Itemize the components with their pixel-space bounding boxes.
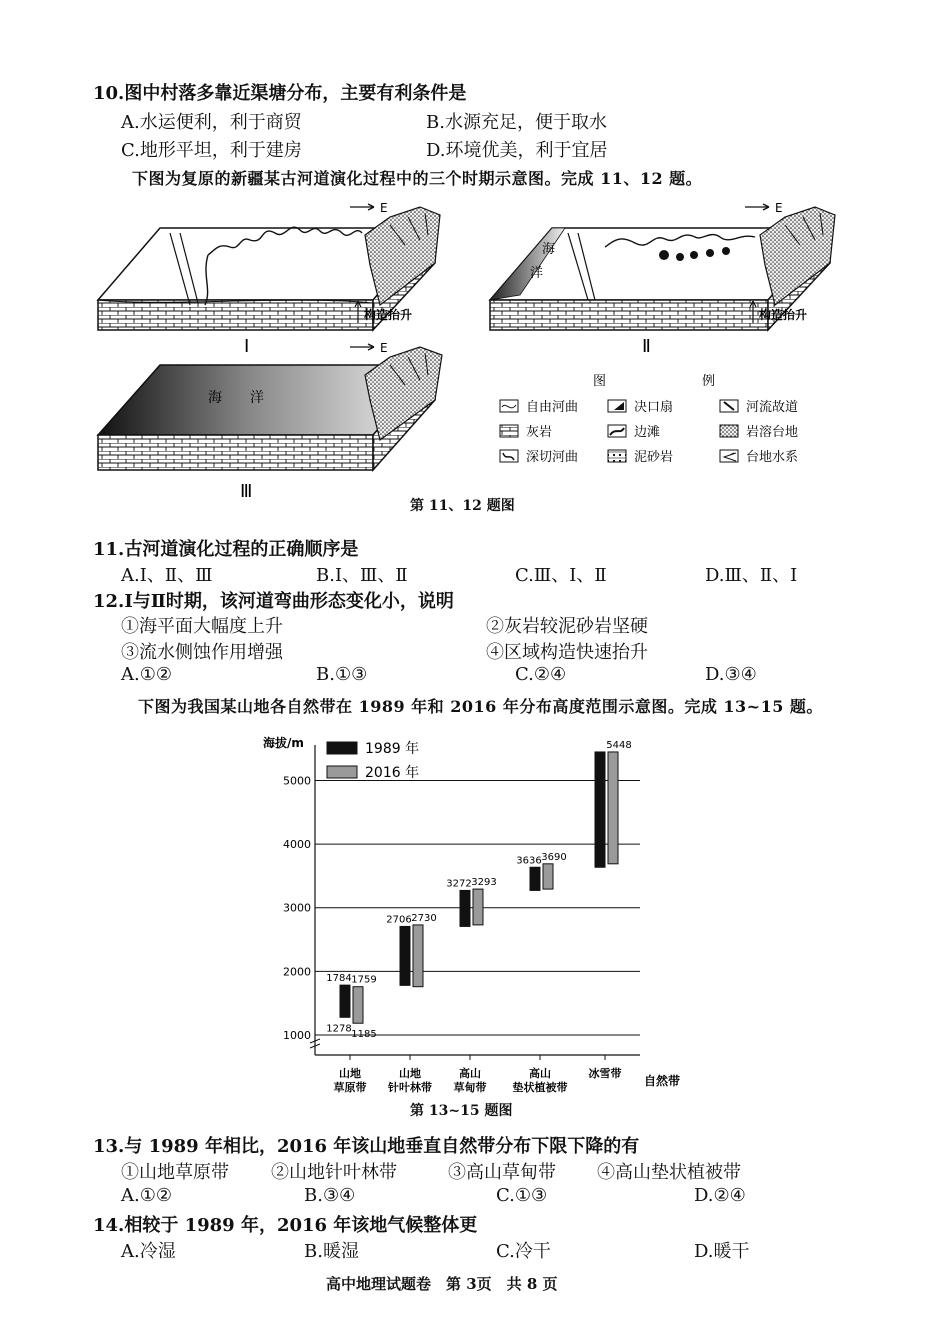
q13-statement-1: ①山地草原带 bbox=[121, 1162, 229, 1183]
panel-label: Ⅲ bbox=[240, 481, 253, 502]
y-axis-label: 海拔/m bbox=[263, 736, 304, 750]
mudstone-icon bbox=[608, 450, 626, 462]
q13-option-d: D.②④ bbox=[694, 1185, 746, 1206]
data-label: 3690 bbox=[541, 851, 567, 863]
chart-caption: 第 13~15 题图 bbox=[410, 1103, 513, 1119]
point-bar-icon bbox=[608, 425, 626, 437]
y-tick-label: 5000 bbox=[283, 774, 311, 788]
east-label: E bbox=[380, 341, 388, 355]
legend-label: 泥砂岩 bbox=[634, 450, 674, 465]
uplift-label: 构造抬升 bbox=[364, 308, 413, 322]
sea-char-2: 洋 bbox=[530, 266, 544, 281]
old-channel-icon bbox=[720, 400, 738, 412]
natural-zone-chart bbox=[255, 730, 695, 1100]
category-label: 冰雪带 bbox=[588, 1067, 622, 1080]
data-label: 1185 bbox=[351, 1029, 377, 1041]
q11-option-c: C.Ⅲ、Ⅰ、Ⅱ bbox=[515, 565, 607, 586]
block-diagram-panel-1 bbox=[98, 201, 440, 357]
category-label: 山地 bbox=[399, 1067, 421, 1080]
q13-option-b: B.③④ bbox=[304, 1185, 356, 1206]
q10-option-d: D.环境优美，利于宜居 bbox=[426, 140, 608, 161]
q13-statement-2: ②山地针叶林带 bbox=[271, 1162, 397, 1183]
q11-stem: 11.古河道演化过程的正确顺序是 bbox=[93, 539, 359, 560]
range-bar bbox=[595, 752, 605, 867]
east-label: E bbox=[380, 201, 388, 215]
limestone-icon bbox=[500, 425, 518, 437]
intro-13-15: 下图为我国某山地各自然带在 1989 年和 2016 年分布高度范围示意图。完成 13~15 题。 bbox=[138, 697, 823, 716]
legend-label: 1989 年 bbox=[365, 741, 420, 757]
range-bar bbox=[473, 889, 483, 925]
q14-option-b: B.暖湿 bbox=[304, 1241, 359, 1262]
range-bar bbox=[543, 864, 553, 889]
q12-option-c: C.②④ bbox=[515, 664, 567, 685]
legend-swatch bbox=[327, 742, 357, 754]
range-bar bbox=[353, 987, 363, 1024]
uplift-label: 构造抬升 bbox=[759, 308, 808, 322]
range-bar bbox=[340, 985, 350, 1017]
q12-stem: 12.Ⅰ与Ⅱ时期，该河道弯曲形态变化小，说明 bbox=[93, 591, 454, 612]
range-bar bbox=[460, 890, 470, 926]
block-diagram-panel-2 bbox=[490, 201, 835, 357]
category-label: 高山 bbox=[459, 1067, 481, 1080]
q13-statement-4: ④高山垫状植被带 bbox=[597, 1162, 741, 1183]
legend-label: 台地水系 bbox=[746, 450, 799, 465]
q12-option-d: D.③④ bbox=[705, 664, 757, 685]
data-label: 5448 bbox=[606, 739, 632, 751]
sea-char-1: 海 bbox=[542, 242, 556, 257]
data-label: 1759 bbox=[351, 974, 377, 986]
river-evolution-figure bbox=[90, 195, 870, 520]
figure1-caption: 第 11、12 题图 bbox=[410, 498, 515, 514]
plateau-drainage-icon bbox=[720, 450, 738, 462]
block-diagram-panel-3 bbox=[98, 341, 442, 502]
category-label: 针叶林带 bbox=[388, 1081, 432, 1094]
range-bar bbox=[530, 867, 540, 890]
data-label: 2730 bbox=[411, 912, 437, 924]
q13-option-c: C.①③ bbox=[496, 1185, 548, 1206]
category-label: 垫状植被带 bbox=[512, 1081, 568, 1094]
legend-title-1: 图 bbox=[593, 374, 607, 389]
legend-swatch bbox=[327, 766, 357, 778]
q12-option-a: A.①② bbox=[121, 664, 172, 685]
free-meander-icon bbox=[500, 400, 518, 412]
data-label: 1278 bbox=[326, 1023, 352, 1035]
data-label: 3272 bbox=[446, 878, 472, 890]
q12-statement-4: ④区域构造快速抬升 bbox=[486, 642, 648, 663]
q14-stem: 14.相较于 1989 年，2016 年该地气候整体更 bbox=[93, 1215, 478, 1236]
legend-label: 决口扇 bbox=[634, 400, 674, 415]
q13-stem: 13.与 1989 年相比，2016 年该山地垂直自然带分布下限下降的有 bbox=[93, 1136, 640, 1157]
q12-statement-2: ②灰岩较泥砂岩坚硬 bbox=[486, 616, 648, 637]
data-label: 3293 bbox=[471, 877, 497, 889]
q12-statement-3: ③流水侧蚀作用增强 bbox=[121, 642, 283, 663]
legend-title-2: 例 bbox=[702, 374, 716, 389]
q10-option-a: A.水运便利，利于商贸 bbox=[121, 112, 302, 133]
intro-11-12: 下图为复原的新疆某古河道演化过程中的三个时期示意图。完成 11、12 题。 bbox=[132, 169, 703, 188]
incised-meander-icon bbox=[500, 450, 518, 462]
legend-label: 河流故道 bbox=[746, 400, 799, 415]
legend-label: 2016 年 bbox=[365, 765, 420, 781]
range-bar bbox=[400, 926, 410, 985]
category-label: 草原带 bbox=[333, 1081, 367, 1094]
q14-option-c: C.冷干 bbox=[496, 1241, 551, 1262]
y-tick-label: 4000 bbox=[283, 838, 311, 852]
q11-option-a: A.Ⅰ、Ⅱ、Ⅲ bbox=[121, 565, 213, 586]
q14-option-a: A.冷湿 bbox=[121, 1241, 176, 1262]
legend-label: 边滩 bbox=[634, 425, 661, 440]
y-tick-label: 2000 bbox=[283, 965, 311, 979]
figure-legend bbox=[500, 374, 798, 465]
range-bar bbox=[608, 752, 618, 864]
data-label: 2706 bbox=[386, 914, 412, 926]
x-axis-label: 自然带 bbox=[644, 1074, 681, 1088]
q13-statement-3: ③高山草甸带 bbox=[448, 1162, 556, 1183]
page-footer: 高中地理试题卷 第 3页 共 8 页 bbox=[326, 1275, 558, 1293]
q10-stem: 10.图中村落多靠近渠塘分布，主要有利条件是 bbox=[93, 83, 467, 104]
legend-label: 自由河曲 bbox=[526, 400, 579, 415]
legend-label: 灰岩 bbox=[526, 425, 553, 440]
karst-plateau-icon bbox=[720, 425, 738, 437]
panel-label: Ⅰ bbox=[244, 336, 250, 357]
category-label: 高山 bbox=[529, 1067, 551, 1080]
alluvial-fan-icon bbox=[608, 400, 626, 412]
category-label: 草甸带 bbox=[453, 1081, 487, 1094]
data-label: 1784 bbox=[326, 973, 352, 985]
data-label: 3636 bbox=[516, 855, 542, 867]
y-tick-label: 1000 bbox=[283, 1029, 311, 1042]
q10-option-b: B.水源充足，便于取水 bbox=[426, 112, 607, 133]
legend-label: 岩溶台地 bbox=[746, 425, 799, 440]
panel-label: Ⅱ bbox=[642, 336, 651, 357]
q10-option-c: C.地形平坦，利于建房 bbox=[121, 140, 302, 161]
category-label: 山地 bbox=[339, 1067, 361, 1080]
y-tick-label: 3000 bbox=[283, 901, 311, 915]
q13-option-a: A.①② bbox=[121, 1185, 172, 1206]
east-label: E bbox=[775, 201, 783, 215]
q11-option-d: D.Ⅲ、Ⅱ、Ⅰ bbox=[705, 565, 798, 586]
legend-label: 深切河曲 bbox=[526, 450, 579, 465]
q11-option-b: B.Ⅰ、Ⅲ、Ⅱ bbox=[316, 565, 408, 586]
q12-option-b: B.①③ bbox=[316, 664, 368, 685]
sea-label: 海 洋 bbox=[208, 390, 264, 406]
range-bar bbox=[413, 925, 423, 987]
q14-option-d: D.暖干 bbox=[694, 1241, 750, 1262]
q12-statement-1: ①海平面大幅度上升 bbox=[121, 616, 283, 637]
